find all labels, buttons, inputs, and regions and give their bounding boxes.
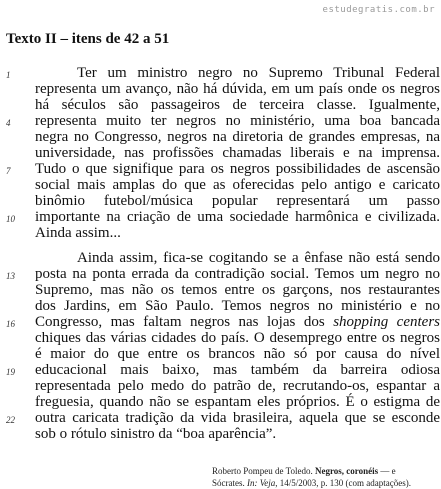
line-text: posta na ponta errada da contradição social. Temos um negro no xyxy=(35,266,440,282)
citation-details: , 14/5/2003, p. 130 (com adaptações). xyxy=(275,478,411,488)
line-number: 13 xyxy=(6,271,15,281)
line-text: negra no Congresso, negros na diretoria de grandes empresas, na xyxy=(35,129,440,145)
line-number: 16 xyxy=(6,319,15,329)
citation-line-1 xyxy=(212,465,441,477)
line-text: freguesia, quando não se espantam eles próprios. É o estigma de xyxy=(35,394,440,410)
citation-author: Roberto Pompeu de Toledo. xyxy=(212,466,313,476)
line-text: sob o rótulo sinistro da “boa aparência”. xyxy=(35,426,277,442)
text-line xyxy=(35,97,440,113)
line-text: dos Jardins, em São Paulo. Temos negros no ministério e no xyxy=(35,298,440,314)
line-text: há séculos são passageiros de terceira classe. Igualmente, xyxy=(35,97,440,113)
line-text: social mais amplas do que as oferecidas pelo antigo e caricato xyxy=(35,177,440,193)
text-line xyxy=(6,314,441,330)
citation-work-title-cont: Sócrates. xyxy=(212,478,245,488)
text-title: Texto II – itens de 42 a 51 xyxy=(6,31,170,47)
text-line xyxy=(35,330,440,346)
line-text-roman: Congresso, mas faltam negros nas lojas dos xyxy=(35,314,325,330)
text-line xyxy=(35,81,440,97)
line-text: é maior do que entre os brancos não só por causa do nível xyxy=(35,346,440,362)
line-number: 4 xyxy=(6,118,11,128)
text-line xyxy=(6,410,440,426)
line-number: 10 xyxy=(6,214,15,224)
citation-magazine: Veja xyxy=(259,478,276,488)
text-line xyxy=(35,193,440,209)
text-line xyxy=(35,426,440,442)
text-line xyxy=(35,282,440,298)
line-text: representada pelo medo do patrão de, recrutando-os, espantar a xyxy=(35,378,440,394)
line-text xyxy=(35,314,440,330)
paragraph-1 xyxy=(6,65,440,241)
line-text: Tudo o que signifique para os negros possibilidades de ascensão xyxy=(35,161,440,177)
line-number: 22 xyxy=(6,415,15,425)
text-line xyxy=(35,129,440,145)
line-text: importante na criação de uma sociedade harmônica e civilizada. xyxy=(35,209,440,225)
citation-work-title-rest: — e xyxy=(380,466,396,476)
line-text: Ainda assim, fica-se cogitando se a ênfase não está sendo xyxy=(77,250,440,266)
text-line xyxy=(6,113,440,129)
text-line xyxy=(35,250,440,266)
line-text: outra caricata tradição da vida brasileira, aquela que se esconde xyxy=(35,410,440,426)
text-line xyxy=(35,225,440,241)
line-number: 19 xyxy=(6,367,15,377)
text-line xyxy=(6,65,440,81)
text-line xyxy=(6,161,440,177)
paragraph-gap xyxy=(35,241,440,250)
text-line xyxy=(35,177,440,193)
italic-term: shopping centers xyxy=(333,314,441,330)
citation-in-label: In: xyxy=(247,478,258,488)
text-line xyxy=(35,394,440,410)
line-text: Ainda assim... xyxy=(35,225,121,241)
line-text: chiques das várias cidades do país. O desemprego entre os negros xyxy=(35,330,440,346)
citation-line-2 xyxy=(212,477,441,489)
citation-work-title: Negros, coronéis xyxy=(314,466,379,476)
text-line xyxy=(35,378,440,394)
text-line xyxy=(35,346,440,362)
line-text: Supremo, mas não os temos entre os garçons, nos restaurantes xyxy=(35,282,440,298)
text-line xyxy=(35,298,440,314)
watermark: estudegratis.com.br xyxy=(322,5,435,15)
line-text: Ter um ministro negro no Supremo Tribunal Federal xyxy=(77,65,440,81)
text-line xyxy=(35,145,440,161)
text-line xyxy=(6,266,440,282)
line-text: universidade, nas profissões chamadas liberais e na imprensa. xyxy=(35,145,440,161)
line-text: representa muito ter negros no ministério, uma boa bancada xyxy=(35,113,440,129)
paragraph-2 xyxy=(6,250,441,442)
text-body xyxy=(6,65,441,442)
line-text: binômio futebol/música popular representará um passo xyxy=(35,193,440,209)
text-line xyxy=(6,362,440,378)
line-text: educacional mais baixo, mas também da barreira odiosa xyxy=(35,362,440,378)
line-text: representa um avanço, não há dúvida, em um país onde os negros xyxy=(35,81,440,97)
source-citation xyxy=(212,465,441,489)
line-number: 7 xyxy=(6,166,11,176)
line-number: 1 xyxy=(6,70,11,80)
text-line xyxy=(6,209,440,225)
